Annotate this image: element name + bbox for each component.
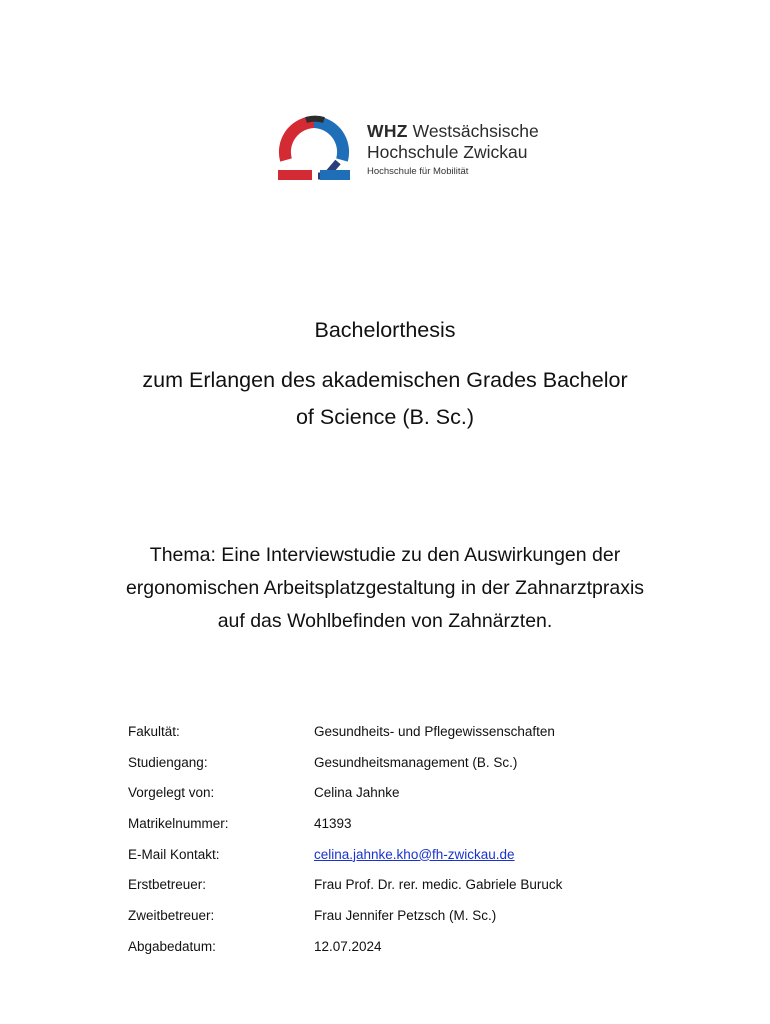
whz-logo-mark-icon bbox=[276, 114, 352, 184]
meta-label: Fakultät: bbox=[128, 724, 180, 739]
university-name bbox=[367, 123, 539, 177]
degree-line-1: zum Erlangen des akademischen Grades Bachelor bbox=[142, 368, 628, 392]
meta-value: 12.07.2024 bbox=[314, 938, 382, 954]
meta-value: 41393 bbox=[314, 816, 352, 832]
thesis-type: Bachelorthesis bbox=[314, 318, 456, 342]
meta-value: Gesundheits- und Pflegewissenschaften bbox=[314, 724, 555, 739]
meta-label: Erstbetreuer: bbox=[128, 877, 207, 893]
logo-tagline: Hochschule für Mobilität bbox=[367, 166, 469, 177]
degree-line-2: of Science (B. Sc.) bbox=[295, 405, 475, 429]
meta-value: Celina Jahnke bbox=[314, 785, 400, 801]
logo-abbr: WHZ bbox=[367, 121, 408, 141]
theme-line: ergonomischen Arbeitsplatzgestaltung in der Zahnarztpraxis bbox=[125, 577, 645, 599]
meta-label: Vorgelegt von: bbox=[128, 785, 215, 801]
university-logo bbox=[276, 114, 546, 184]
meta-label: Zweitbetreuer: bbox=[128, 908, 215, 924]
logo-name-part1: Westsächsische bbox=[412, 121, 539, 141]
email-link[interactable]: celina.jahnke.kho@fh-zwickau.de bbox=[314, 846, 515, 862]
meta-value: Frau Jennifer Petzsch (M. Sc.) bbox=[314, 908, 497, 924]
theme-line: auf das Wohlbefinden von Zahnärzten. bbox=[217, 610, 553, 632]
meta-value: Frau Prof. Dr. rer. medic. Gabriele Buruck bbox=[314, 877, 563, 893]
logo-name-part2: Hochschule Zwickau bbox=[367, 142, 528, 162]
meta-label: Studiengang: bbox=[128, 754, 208, 770]
meta-label: Abgabedatum: bbox=[128, 938, 216, 954]
meta-label: E-Mail Kontakt: bbox=[128, 846, 220, 862]
theme-line: Thema: Eine Interviewstudie zu den Auswirkungen der bbox=[149, 544, 621, 566]
meta-value: Gesundheitsmanagement (B. Sc.) bbox=[314, 754, 518, 770]
meta-label: Matrikelnummer: bbox=[128, 816, 229, 832]
thesis-theme bbox=[0, 539, 770, 638]
